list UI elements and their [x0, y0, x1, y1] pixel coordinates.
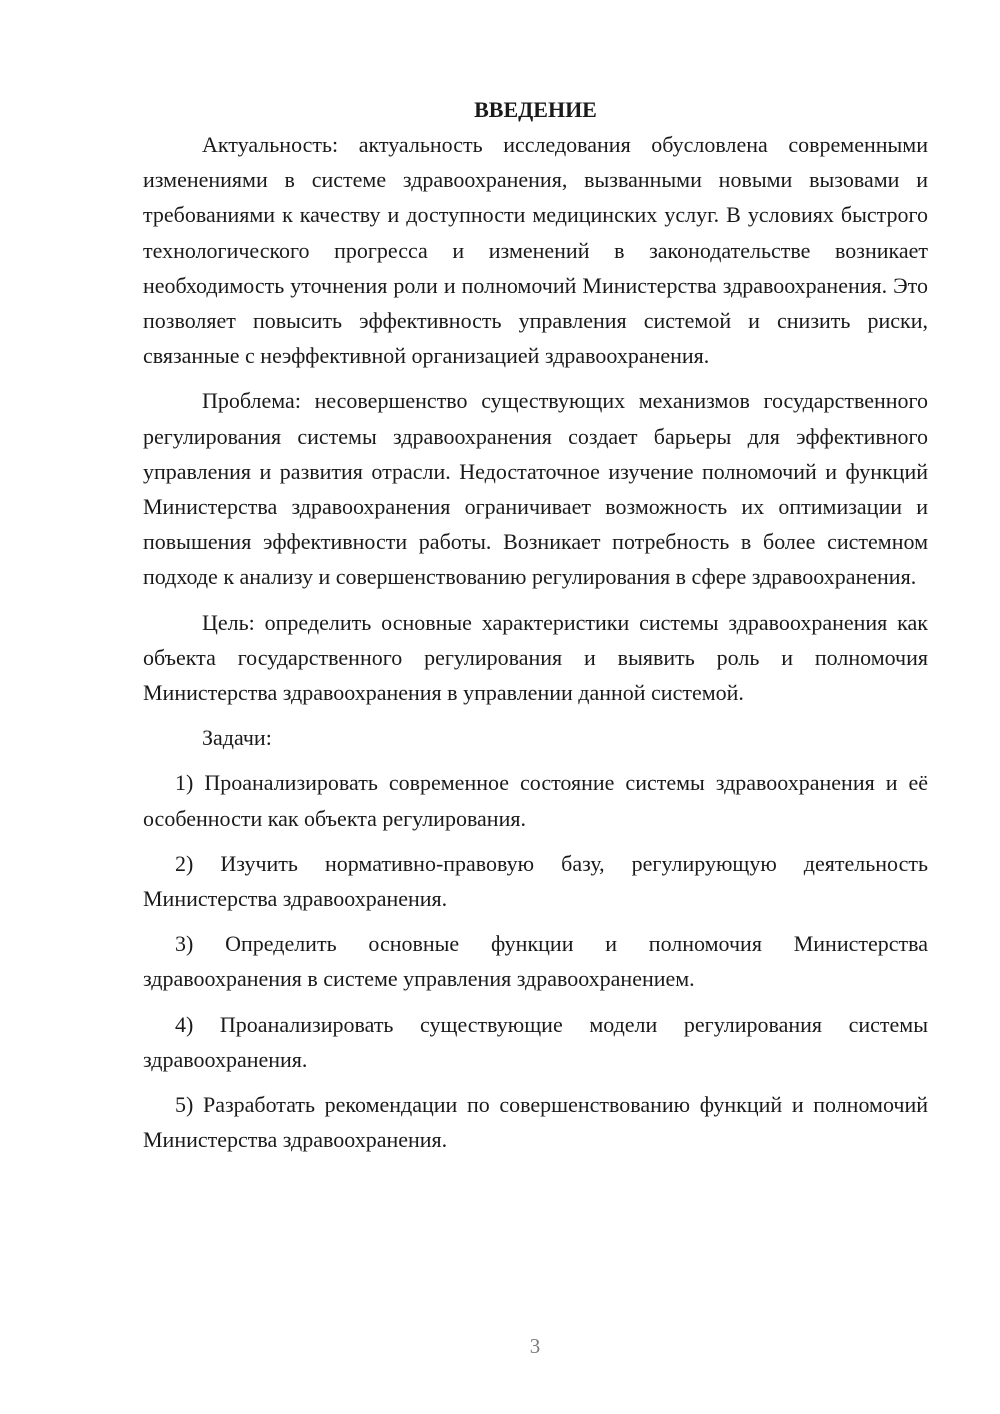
page-number: 3 [529, 1334, 541, 1358]
task-item-4: 4) Проанализировать существующие модели регулирования системы здравоохранения. [143, 1011, 928, 1072]
paragraph-problem: Проблема: несовершенство существующих механизмов государственного регулирования системы здравоохранения создает барьеры для эффективного управления и развития отрасли. Недостаточное изучение полномочий и функций Министерства здравоохранения ограничивает возможность их оптимизации и повышения эффективности работы. Возникает потребность в более системном подходе к анализу и совершенствованию регулирования в сфере здравоохранения. [143, 388, 928, 590]
task-item-2: 2) Изучить нормативно-правовую базу, регулирующую деятельность Министерства здравоохранения. [143, 850, 928, 912]
section-title: ВВЕДЕНИЕ [474, 97, 597, 122]
task-item-3: 3) Определить основные функции и полномочия Министерства здравоохранения в системе управления здравоохранением. [143, 931, 928, 992]
task-item-5: 5) Разработать рекомендации по совершенствованию функций и полномочий Министерства здравоохранения. [143, 1092, 928, 1153]
task-item-1: 1) Проанализировать современное состояние системы здравоохранения и её особенности как объекта регулирования. [143, 770, 928, 831]
paragraph-goal: Цель: определить основные характеристики системы здравоохранения как объекта государственного регулирования и выявить роль и полномочия Министерства здравоохранения в управлении данной системой. [143, 609, 928, 706]
document-page [143, 92, 928, 1157]
paragraph-relevance: Актуальность: актуальность исследования обусловлена современными изменениями в системе здравоохранения, вызванными новыми вызовами и требованиями к качеству и доступности медицинских услуг. В условиях быстрого технологического прогресса и изменений в законодательстве возникает необходимость уточнения роли и полномочий Министерства здравоохранения. Это позволяет повысить эффективность управления системой и снизить риски, связанные с неэффективной организацией здравоохранения. [143, 132, 928, 369]
tasks-heading: Задачи: [202, 725, 272, 751]
